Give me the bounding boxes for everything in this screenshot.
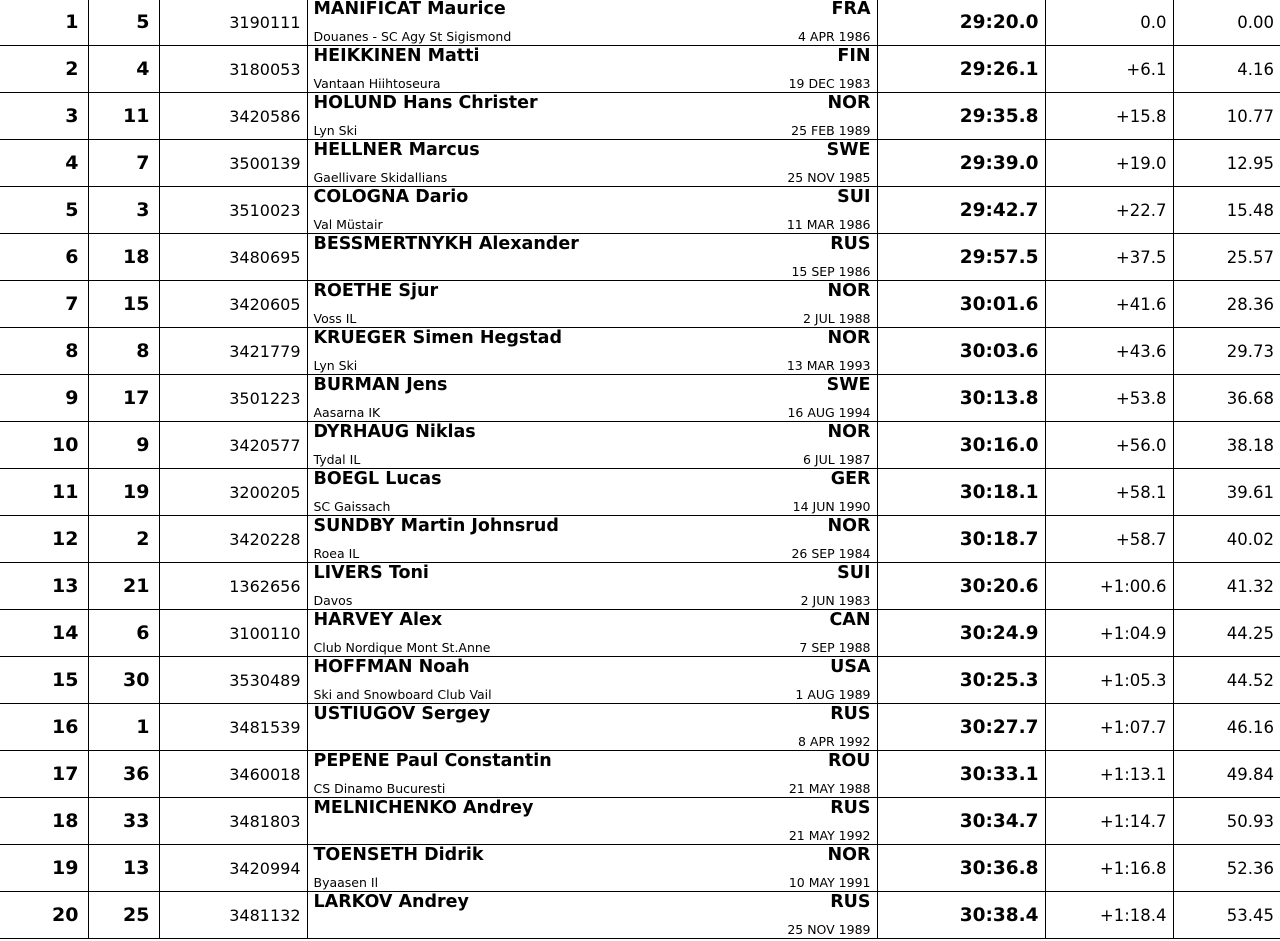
athlete-cell [307,140,877,187]
behind-cell: +41.6 [1045,281,1173,328]
fis-code-cell: 3190111 [159,0,307,46]
athlete-nation: SUI [837,187,871,207]
behind-cell: +15.8 [1045,93,1173,140]
fis-code-cell: 3420605 [159,281,307,328]
bib-cell: 21 [88,563,159,610]
athlete-birthdate: 25 FEB 1989 [791,123,871,138]
athlete-club: Roea IL [313,546,360,561]
fis-code-cell: 3420586 [159,93,307,140]
rank-cell: 12 [0,516,88,563]
table-row [0,563,1280,610]
athlete-cell [307,187,877,234]
points-cell: 29.73 [1173,328,1280,375]
rank-cell: 20 [0,892,88,939]
rank-cell: 1 [0,0,88,46]
athlete-nation: RUS [830,798,871,818]
points-cell: 25.57 [1173,234,1280,281]
fis-code-cell: 3100110 [159,610,307,657]
bib-cell: 33 [88,798,159,845]
athlete-cell [307,563,877,610]
athlete-cell [307,0,877,46]
behind-cell: +1:14.7 [1045,798,1173,845]
fis-code-cell: 3481132 [159,892,307,939]
table-row [0,657,1280,704]
athlete-name: COLOGNA Dario [313,187,469,207]
athlete-name: LIVERS Toni [313,563,429,583]
athlete-nation: FRA [831,0,871,19]
points-cell: 40.02 [1173,516,1280,563]
athlete-cell [307,281,877,328]
athlete-club: Club Nordique Mont St.Anne [313,640,491,655]
athlete-club: Douanes - SC Agy St Sigismond [313,29,512,44]
rank-cell: 6 [0,234,88,281]
athlete-cell [307,328,877,375]
rank-cell: 14 [0,610,88,657]
athlete-nation: RUS [830,234,871,254]
fis-code-cell: 3200205 [159,469,307,516]
fis-code-cell: 3420994 [159,845,307,892]
athlete-name: MELNICHENKO Andrey [313,798,534,818]
fis-code-cell: 3180053 [159,46,307,93]
behind-cell: +22.7 [1045,187,1173,234]
athlete-club: Aasarna IK [313,405,381,420]
athlete-club: Davos [313,593,353,608]
points-cell: 39.61 [1173,469,1280,516]
athlete-birthdate: 14 JUN 1990 [792,499,871,514]
time-cell: 30:13.8 [877,375,1045,422]
athlete-nation: RUS [830,892,871,912]
points-cell: 46.16 [1173,704,1280,751]
time-cell: 30:33.1 [877,751,1045,798]
fis-code-cell: 3501223 [159,375,307,422]
athlete-nation: NOR [827,281,871,301]
points-cell: 50.93 [1173,798,1280,845]
points-cell: 10.77 [1173,93,1280,140]
athlete-birthdate: 15 SEP 1986 [791,264,871,279]
athlete-cell [307,845,877,892]
athlete-cell [307,93,877,140]
time-cell: 29:57.5 [877,234,1045,281]
points-cell: 52.36 [1173,845,1280,892]
bib-cell: 36 [88,751,159,798]
athlete-birthdate: 21 MAY 1992 [788,828,871,843]
behind-cell: +1:04.9 [1045,610,1173,657]
fis-code-cell: 3481803 [159,798,307,845]
rank-cell: 10 [0,422,88,469]
points-cell: 53.45 [1173,892,1280,939]
athlete-name: TOENSETH Didrik [313,845,484,865]
athlete-birthdate: 25 NOV 1989 [787,922,871,937]
fis-code-cell: 1362656 [159,563,307,610]
athlete-name: HELLNER Marcus [313,140,480,160]
athlete-cell [307,375,877,422]
behind-cell: +56.0 [1045,422,1173,469]
athlete-club: SC Gaissach [313,499,391,514]
bib-cell: 18 [88,234,159,281]
table-row [0,328,1280,375]
athlete-cell [307,751,877,798]
athlete-birthdate: 25 NOV 1985 [787,170,871,185]
athlete-name: BURMAN Jens [313,375,448,395]
bib-cell: 11 [88,93,159,140]
athlete-club: Lyn Ski [313,358,358,373]
table-row [0,0,1280,46]
behind-cell: +1:16.8 [1045,845,1173,892]
time-cell: 30:18.7 [877,516,1045,563]
athlete-name: DYRHAUG Niklas [313,422,476,442]
bib-cell: 3 [88,187,159,234]
time-cell: 29:26.1 [877,46,1045,93]
fis-code-cell: 3530489 [159,657,307,704]
time-cell: 30:34.7 [877,798,1045,845]
athlete-birthdate: 13 MAR 1993 [786,358,871,373]
athlete-nation: NOR [827,93,871,113]
points-cell: 4.16 [1173,46,1280,93]
time-cell: 29:20.0 [877,0,1045,46]
athlete-birthdate: 4 APR 1986 [798,29,871,44]
fis-code-cell: 3481539 [159,704,307,751]
athlete-nation: NOR [827,516,871,536]
points-cell: 38.18 [1173,422,1280,469]
table-row [0,516,1280,563]
fis-code-cell: 3460018 [159,751,307,798]
athlete-name: MANIFICAT Maurice [313,0,506,19]
athlete-name: USTIUGOV Sergey [313,704,491,724]
behind-cell: +1:13.1 [1045,751,1173,798]
fis-code-cell: 3500139 [159,140,307,187]
bib-cell: 19 [88,469,159,516]
athlete-nation: SWE [826,375,871,395]
fis-code-cell: 3420577 [159,422,307,469]
athlete-club: CS Dinamo Bucuresti [313,781,446,796]
rank-cell: 7 [0,281,88,328]
fis-code-cell: 3510023 [159,187,307,234]
bib-cell: 4 [88,46,159,93]
bib-cell: 7 [88,140,159,187]
athlete-name: ROETHE Sjur [313,281,439,301]
rank-cell: 15 [0,657,88,704]
table-row [0,798,1280,845]
athlete-name: PEPENE Paul Constantin [313,751,552,771]
fis-code-cell: 3421779 [159,328,307,375]
athlete-club: Ski and Snowboard Club Vail [313,687,492,702]
athlete-cell [307,892,877,939]
athlete-name: HOLUND Hans Christer [313,93,538,113]
athlete-nation: CAN [829,610,871,630]
athlete-cell [307,798,877,845]
behind-cell: +1:18.4 [1045,892,1173,939]
time-cell: 30:38.4 [877,892,1045,939]
time-cell: 29:35.8 [877,93,1045,140]
athlete-cell [307,516,877,563]
behind-cell: +1:00.6 [1045,563,1173,610]
rank-cell: 4 [0,140,88,187]
rank-cell: 9 [0,375,88,422]
athlete-nation: RUS [830,704,871,724]
athlete-nation: NOR [827,422,871,442]
athlete-club: Lyn Ski [313,123,358,138]
rank-cell: 8 [0,328,88,375]
behind-cell: +58.1 [1045,469,1173,516]
time-cell: 30:03.6 [877,328,1045,375]
time-cell: 30:18.1 [877,469,1045,516]
table-row [0,375,1280,422]
athlete-birthdate: 21 MAY 1988 [788,781,871,796]
bib-cell: 8 [88,328,159,375]
athlete-nation: ROU [827,751,871,771]
bib-cell: 15 [88,281,159,328]
table-row [0,422,1280,469]
points-cell: 28.36 [1173,281,1280,328]
table-row [0,281,1280,328]
behind-cell: +37.5 [1045,234,1173,281]
athlete-club: Vantaan Hiihtoseura [313,76,441,91]
points-cell: 0.00 [1173,0,1280,46]
table-row [0,892,1280,939]
table-row [0,234,1280,281]
athlete-cell [307,46,877,93]
table-row [0,93,1280,140]
athlete-cell [307,422,877,469]
table-row [0,140,1280,187]
athlete-name: HARVEY Alex [313,610,443,630]
behind-cell: +43.6 [1045,328,1173,375]
athlete-club: Byaasen Il [313,875,379,890]
points-cell: 44.52 [1173,657,1280,704]
time-cell: 29:42.7 [877,187,1045,234]
behind-cell: +1:05.3 [1045,657,1173,704]
time-cell: 30:27.7 [877,704,1045,751]
athlete-birthdate: 2 JUN 1983 [800,593,871,608]
bib-cell: 6 [88,610,159,657]
rank-cell: 2 [0,46,88,93]
athlete-birthdate: 26 SEP 1984 [791,546,871,561]
athlete-nation: SUI [837,563,871,583]
athlete-cell [307,610,877,657]
time-cell: 30:01.6 [877,281,1045,328]
behind-cell: +19.0 [1045,140,1173,187]
rank-cell: 18 [0,798,88,845]
athlete-club: Gaellivare Skidallians [313,170,448,185]
points-cell: 36.68 [1173,375,1280,422]
behind-cell: 0.0 [1045,0,1173,46]
athlete-birthdate: 11 MAR 1986 [786,217,871,232]
time-cell: 30:25.3 [877,657,1045,704]
table-row [0,751,1280,798]
time-cell: 30:20.6 [877,563,1045,610]
bib-cell: 5 [88,0,159,46]
behind-cell: +58.7 [1045,516,1173,563]
bib-cell: 2 [88,516,159,563]
points-cell: 49.84 [1173,751,1280,798]
time-cell: 29:39.0 [877,140,1045,187]
rank-cell: 17 [0,751,88,798]
athlete-name: LARKOV Andrey [313,892,469,912]
bib-cell: 9 [88,422,159,469]
points-cell: 15.48 [1173,187,1280,234]
athlete-nation: GER [830,469,871,489]
time-cell: 30:36.8 [877,845,1045,892]
athlete-cell [307,657,877,704]
bib-cell: 1 [88,704,159,751]
bib-cell: 13 [88,845,159,892]
athlete-nation: NOR [827,845,871,865]
athlete-birthdate: 19 DEC 1983 [788,76,871,91]
table-row [0,610,1280,657]
points-cell: 41.32 [1173,563,1280,610]
bib-cell: 25 [88,892,159,939]
fis-code-cell: 3480695 [159,234,307,281]
rank-cell: 5 [0,187,88,234]
athlete-cell [307,234,877,281]
points-cell: 44.25 [1173,610,1280,657]
fis-code-cell: 3420228 [159,516,307,563]
athlete-nation: SWE [826,140,871,160]
table-row [0,704,1280,751]
rank-cell: 16 [0,704,88,751]
athlete-name: HEIKKINEN Matti [313,46,480,66]
rank-cell: 11 [0,469,88,516]
table-row [0,187,1280,234]
athlete-name: SUNDBY Martin Johnsrud [313,516,559,536]
bib-cell: 17 [88,375,159,422]
athlete-club: Val Müstair [313,217,383,232]
athlete-nation: NOR [827,328,871,348]
behind-cell: +6.1 [1045,46,1173,93]
athlete-birthdate: 10 MAY 1991 [788,875,871,890]
athlete-name: BOEGL Lucas [313,469,442,489]
rank-cell: 13 [0,563,88,610]
athlete-nation: USA [830,657,871,677]
athlete-birthdate: 7 SEP 1988 [799,640,871,655]
athlete-name: KRUEGER Simen Hegstad [313,328,563,348]
behind-cell: +1:07.7 [1045,704,1173,751]
athlete-name: HOFFMAN Noah [313,657,470,677]
time-cell: 30:24.9 [877,610,1045,657]
athlete-cell [307,704,877,751]
behind-cell: +53.8 [1045,375,1173,422]
athlete-birthdate: 16 AUG 1994 [787,405,871,420]
athlete-nation: FIN [837,46,871,66]
athlete-club: Voss IL [313,311,357,326]
athlete-birthdate: 8 APR 1992 [798,734,871,749]
athlete-birthdate: 6 JUL 1987 [802,452,871,467]
bib-cell: 30 [88,657,159,704]
athlete-cell [307,469,877,516]
athlete-name: BESSMERTNYKH Alexander [313,234,579,254]
table-row [0,46,1280,93]
table-row [0,845,1280,892]
athlete-birthdate: 2 JUL 1988 [802,311,871,326]
rank-cell: 19 [0,845,88,892]
points-cell: 12.95 [1173,140,1280,187]
athlete-birthdate: 1 AUG 1989 [795,687,871,702]
table-row [0,469,1280,516]
time-cell: 30:16.0 [877,422,1045,469]
athlete-club: Tydal IL [313,452,361,467]
rank-cell: 3 [0,93,88,140]
